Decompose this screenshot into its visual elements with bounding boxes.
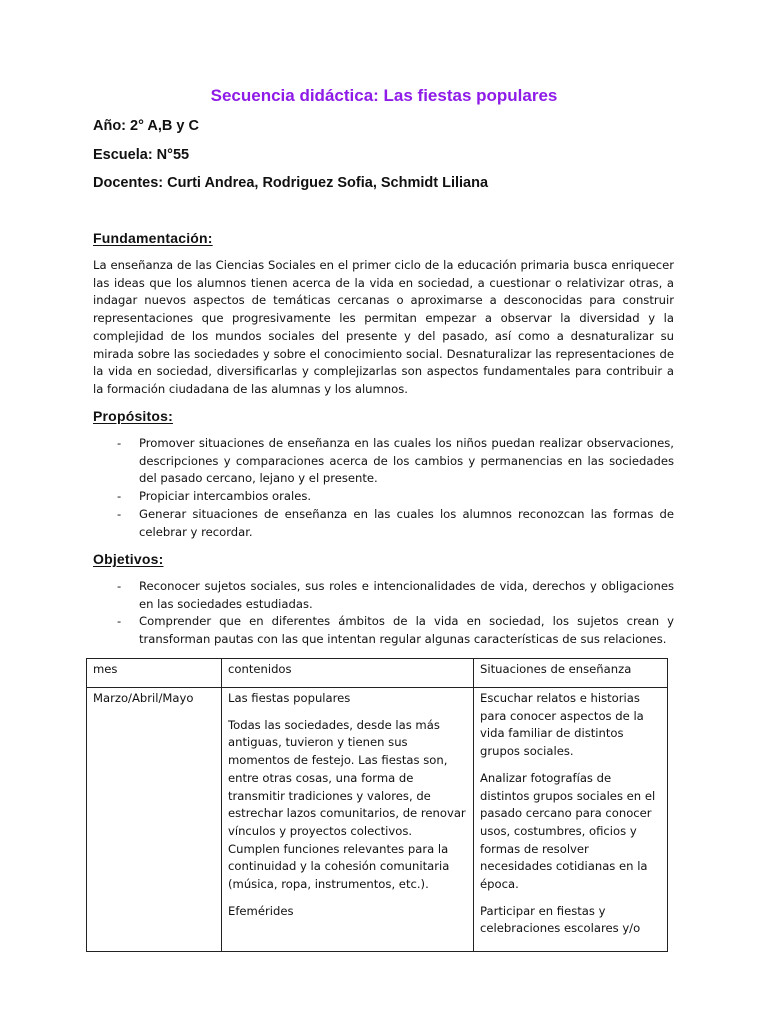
situacion-item: Analizar fotografías de distintos grupos sociales en el pasado cercano para conocer usos, costumbres, oficios y formas de resolver necesidades cotidianas en la época.	[480, 770, 656, 892]
list-item	[93, 613, 674, 648]
planning-table	[86, 658, 668, 952]
bullet-dash: -	[117, 489, 122, 504]
document-title: Secuencia didáctica: Las fiestas populares	[210, 86, 558, 105]
table-header-row	[87, 659, 668, 688]
list-item-text: Comprender que en diferentes ámbitos de la vida en sociedad, los sujetos crean y transforman pautas con las que intentan regular algunas características de sus relaciones.	[139, 614, 674, 647]
list-item-text: Propiciar intercambios orales.	[139, 489, 312, 504]
cell-contenidos	[222, 688, 474, 952]
bullet-dash: -	[117, 579, 122, 593]
contenidos-description: Todas las sociedades, desde las más antiguas, tuvieron y tienen sus momentos de festejo. Las fiestas son, entre otras cosas, una forma de transmitir tradiciones y valores, de estrechar lazos comunitarios, de renovar vínculos y proyectos colectivos. Cumplen funciones relevantes para la continuidad y la cohesión comunitaria (música, ropa, instrumentos, etc.).	[228, 717, 466, 892]
header-situaciones: Situaciones de enseñanza	[474, 659, 668, 688]
situacion-item: Escuchar relatos e historias para conocer aspectos de la vida familiar de distintos grupos sociales.	[480, 691, 644, 759]
bullet-dash: -	[117, 614, 122, 629]
propositos-heading: Propósitos:	[93, 408, 173, 424]
year-line: Año: 2° A,B y C	[93, 118, 199, 134]
bullet-dash: -	[117, 506, 122, 521]
list-item	[93, 506, 674, 541]
header-mes: mes	[87, 659, 222, 688]
contenidos-efemerides: Efemérides	[228, 903, 294, 918]
cell-mes: Marzo/Abril/Mayo	[87, 688, 222, 952]
bullet-dash: -	[117, 436, 122, 450]
school-line: Escuela: N°55	[93, 147, 190, 163]
fundamentacion-text: La enseñanza de las Ciencias Sociales en el primer ciclo de la educación primaria busca enriquecer las ideas que los alumnos tienen acerca de la vida en sociedad, a cuestionar o relativizar otras, a indagar nuevos aspectos de temáticas cercanas o aproximarse a desconocidas para construir representaciones que progresivamente les permitan empezar a observar la diversidad y la complejidad de los mundos sociales del presente y del pasado, así como a desnaturalizar su mirada sobre las sociedades y sobre el conocimiento social. Desnaturalizar las representaciones de la vida en sociedad, diversificarlas y complejizarlas son aspectos fundamentales para contribuir a la formación ciudadana de las alumnas y los alumnos.	[93, 258, 674, 396]
objetivos-list	[93, 578, 674, 649]
contenidos-title: Las fiestas populares	[228, 691, 351, 705]
cell-situaciones	[474, 688, 668, 952]
list-item-text: Reconocer sujetos sociales, sus roles e intencionalidades de vida, derechos y obligaciones en las sociedades estudiadas.	[139, 579, 674, 611]
list-item	[93, 488, 674, 506]
header-contenidos: contenidos	[222, 659, 474, 688]
table-row	[87, 688, 668, 952]
fundamentacion-heading: Fundamentación:	[93, 230, 213, 246]
teachers-line: Docentes: Curti Andrea, Rodriguez Sofia, Schmidt Liliana	[93, 175, 489, 191]
list-item-text: Generar situaciones de enseñanza en las cuales los alumnos reconozcan las formas de celebrar y recordar.	[139, 506, 674, 539]
objetivos-heading: Objetivos:	[93, 551, 164, 567]
situacion-item: Participar en fiestas y celebraciones escolares y/o	[480, 903, 641, 936]
list-item-text: Promover situaciones de enseñanza en las cuales los niños puedan realizar observaciones, descripciones y comparaciones acerca de los cambios y permanencias en las sociedades del pasado cercano, lejano y el presente.	[139, 436, 674, 486]
propositos-list	[93, 435, 674, 541]
list-item	[93, 435, 674, 488]
list-item	[93, 578, 674, 613]
